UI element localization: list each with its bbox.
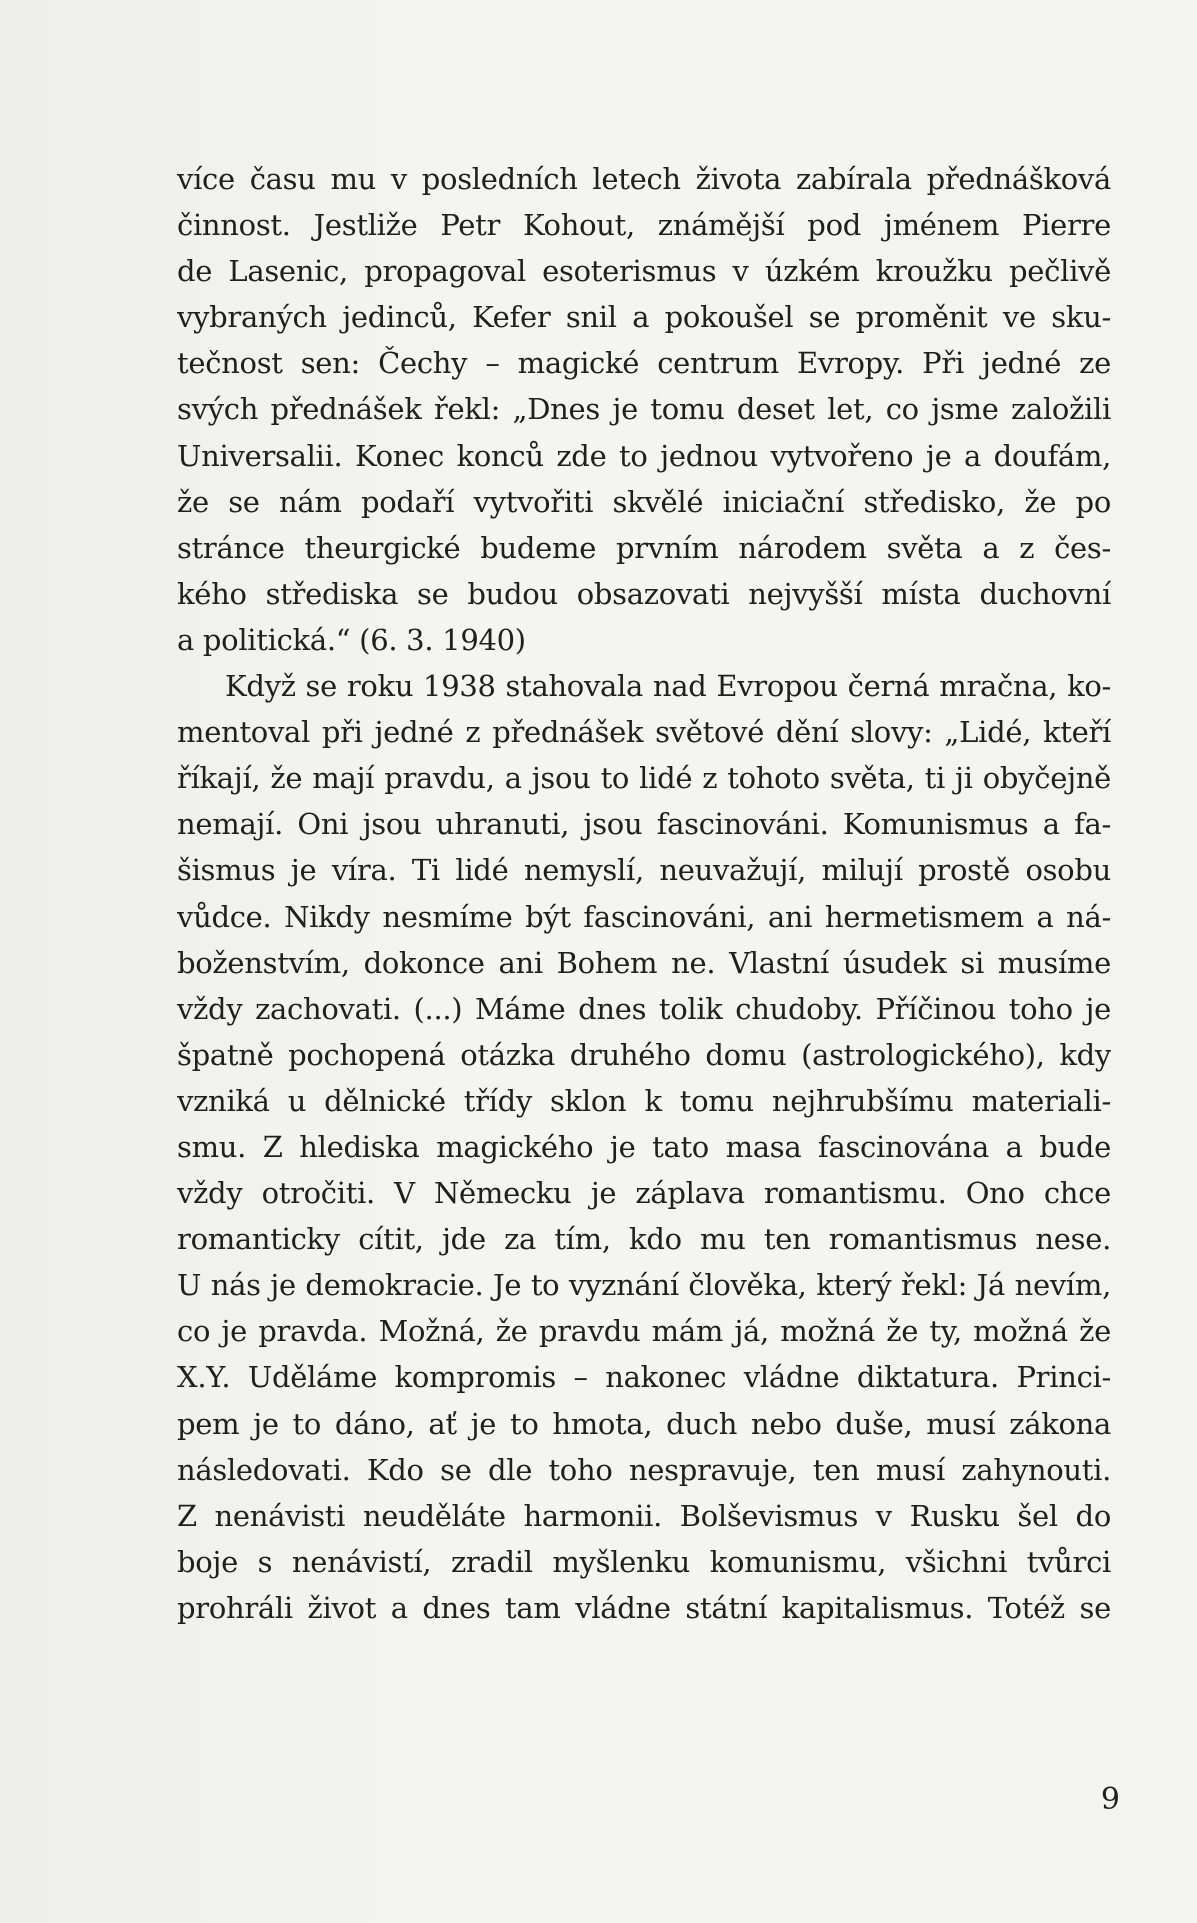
- text-line: špatně pochopená otázka druhého domu (astrologického), kdy: [177, 1037, 1111, 1072]
- text-line: činnost. Jestliže Petr Kohout, známější pod jménem Pierre: [177, 208, 1111, 243]
- text-line: více času mu v posledních letech života zabírala přednášková: [177, 162, 1111, 196]
- text-line: nemají. Oni jsou uhranuti, jsou fascinováni. Komunismus a fa-: [177, 807, 1111, 842]
- text-line: vždy otročiti. V Německu je záplava romantismu. Ono chce: [177, 1176, 1111, 1211]
- text-line: mentoval při jedné z přednášek světové dění slovy: „Lidé, kteří: [177, 715, 1111, 750]
- text-line: svých přednášek řekl: „Dnes je tomu deset let, co jsme založili: [177, 392, 1111, 427]
- text-line: stránce theurgické budeme prvním národem světa a z čes-: [177, 530, 1111, 565]
- page-number: 9: [1100, 1782, 1120, 1817]
- text-line: Když se roku 1938 stahovala nad Evropou černá mračna, ko-: [225, 669, 1111, 704]
- text-line: X.Y. Uděláme kompromis – nakonec vládne diktatura. Princi-: [177, 1360, 1111, 1395]
- text-line: říkají, že mají pravdu, a jsou to lidé z tohoto světa, ti ji obyčejně: [177, 761, 1111, 796]
- text-line: Universalii. Konec konců zde to jednou vytvořeno je a doufám,: [177, 438, 1111, 473]
- text-line: de Lasenic, propagoval esoterismus v úzkém kroužku pečlivě: [177, 254, 1111, 289]
- text-line: co je pravda. Možná, že pravdu mám já, možná že ty, možná že: [177, 1314, 1111, 1349]
- text-line: boženstvím, dokonce ani Bohem ne. Vlastní úsudek si musíme: [177, 945, 1111, 980]
- text-line: že se nám podaří vytvořiti skvělé iniciační středisko, že po: [177, 484, 1111, 519]
- text-line: a politická.“ (6. 3. 1940): [177, 622, 526, 657]
- text-line: vybraných jedinců, Kefer snil a pokoušel se proměnit ve sku-: [177, 300, 1111, 335]
- paragraph-2: [177, 663, 1111, 1631]
- paragraph-1: [177, 156, 1111, 663]
- text-line: tečnost sen: Čechy – magické centrum Evropy. Při jedné ze: [177, 346, 1111, 381]
- body-text: [177, 156, 1111, 1631]
- text-line: boje s nenávistí, zradil myšlenku komunismu, všichni tvůrci: [177, 1544, 1111, 1579]
- text-line: následovati. Kdo se dle toho nespravuje, ten musí zahynouti.: [177, 1452, 1111, 1487]
- text-line: Z nenávisti neuděláte harmonii. Bolševismus v Rusku šel do: [177, 1498, 1111, 1533]
- text-line: kého střediska se budou obsazovati nejvyšší místa duchovní: [177, 576, 1111, 611]
- text-line: prohráli život a dnes tam vládne státní kapitalismus. Totéž se: [177, 1590, 1111, 1625]
- text-line: pem je to dáno, ať je to hmota, duch nebo duše, musí zákona: [177, 1406, 1111, 1441]
- text-line: U nás je demokracie. Je to vyznání člověka, který řekl: Já nevím,: [177, 1268, 1111, 1303]
- text-line: smu. Z hlediska magického je tato masa fascinována a bude: [177, 1129, 1111, 1164]
- text-line: vždy zachovati. (...) Máme dnes tolik chudoby. Příčinou toho je: [177, 991, 1111, 1026]
- text-line: romanticky cítit, jde za tím, kdo mu ten romantismus nese.: [177, 1222, 1111, 1257]
- text-line: vůdce. Nikdy nesmíme být fascinováni, ani hermetismem a ná-: [177, 899, 1111, 934]
- text-line: šismus je víra. Ti lidé nemyslí, neuvažují, milují prostě osobu: [177, 853, 1111, 888]
- text-line: vzniká u dělnické třídy sklon k tomu nejhrubšímu materiali-: [177, 1083, 1111, 1118]
